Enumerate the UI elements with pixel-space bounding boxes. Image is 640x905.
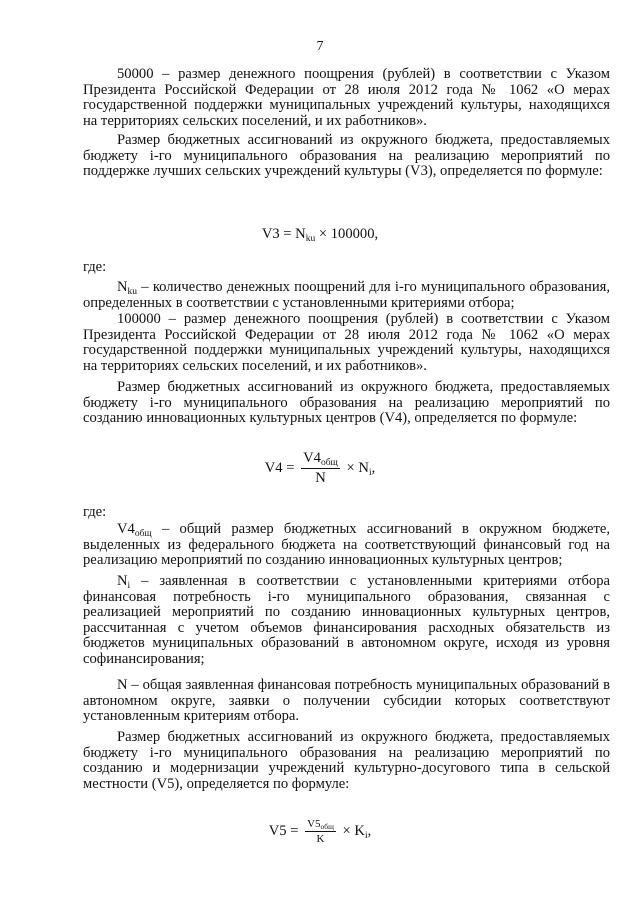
paragraph-100000: 100000 – размер денежного поощрения (рублей) в соответствии с Указом Президента Российской Федерации от 28 июля 2012 года № 1062 «О мерах государственной поддержки муниципальных учреждений культуры, находящихся на территориях сельских поселений, и их работников».: [83, 311, 610, 374]
paragraph-v3-intro: Размер бюджетных ассигнований из окружного бюджета, предоставляемых бюджету i-го муниципального образования на реализацию мероприятий по поддержке лучших сельских учреждений культуры (V3), определяется по формуле:: [83, 132, 610, 180]
paragraph-v4obsh: $V4_{общ}$ – общий размер бюджетных ассигнований в окружном бюджете, выделенных из федерального бюджета на соответствующий финансовый год на реализацию мероприятий по созданию инновационных культурных центров;: [83, 521, 610, 569]
formula-v4: V4 = $\frac{V4_{общ}}{N}$ × $N_i$,: [264, 450, 376, 486]
fraction-v4: $\frac{V4_{общ}}{N}$: [303, 450, 338, 486]
fraction-v5: $\frac{V5_{общ}}{K}$: [307, 818, 334, 845]
where-label: где:: [83, 259, 107, 275]
paragraph-nku: $N_{ku}$ – количество денежных поощрений для i-го муниципального образования, определенных в соответствии с установленными критериями отбора;: [83, 279, 610, 311]
paragraph-v5-intro: Размер бюджетных ассигнований из окружного бюджета, предоставляемых бюджету i-го муниципального образования на реализацию мероприятий по созданию и модернизации учреждений культурно-досугового типа в сельской местности (V5), определяется по формуле:: [83, 729, 610, 792]
where-label-2: где:: [83, 504, 107, 520]
paragraph-ni: $N_i$ – заявленная в соответствии с установленными критериями отбора финансовая потребность i-го муниципального образования, связанная с реализацией мероприятий по созданию инновационных культурных центров, рассчитанная с учетом объемов финансирования расходных обязательств из бюджетов муниципальных образований в автономном округе, исходя из уровня софинансирования;: [83, 573, 610, 667]
formula-v5: V5 = $\frac{V5_{общ}}{K}$ × $K_i$,: [268, 818, 372, 845]
paragraph-50000: 50000 – размер денежного поощрения (рублей) в соответствии с Указом Президента Российской Федерации от 28 июля 2012 года № 1062 «О мерах государственной поддержки муниципальных учреждений культуры, находящихся на территориях сельских поселений, и их работников».: [83, 66, 610, 129]
paragraph-v4-intro: Размер бюджетных ассигнований из окружного бюджета, предоставляемых бюджету i-го муниципального образования на реализацию мероприятий по созданию инновационных культурных центров (V4), определяется по формуле:: [83, 379, 610, 427]
paragraph-n-total: N – общая заявленная финансовая потребность муниципальных образований в автономном округе, заявки о получении субсидии которых соответствуют установленным критериям отбора.: [83, 677, 610, 725]
formula-v3: $V3 = N_{ku} \times 100000$,: [261, 226, 379, 244]
page-number: 7: [316, 38, 324, 53]
